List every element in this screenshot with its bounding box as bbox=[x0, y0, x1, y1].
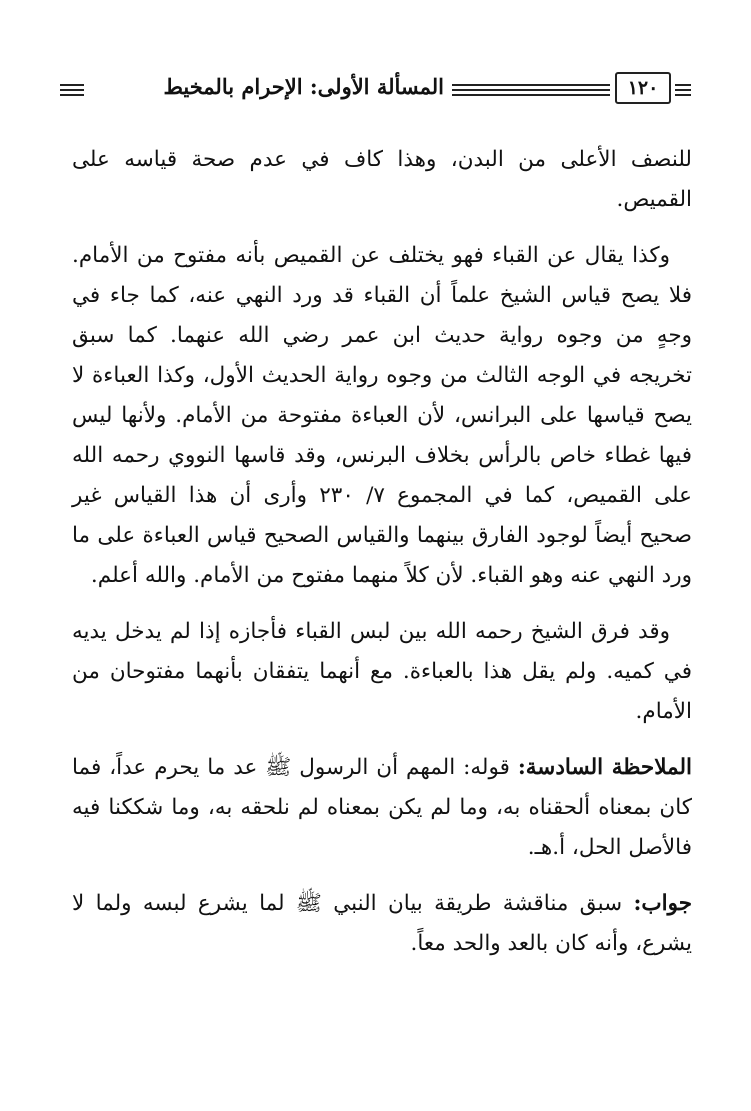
paragraph-5 bbox=[72, 884, 692, 964]
page-number: ١٢٠ bbox=[615, 72, 671, 104]
paragraph-text: للنصف الأعلى من البدن، وهذا كاف في عدم صحة قياسه على القميص. bbox=[72, 147, 692, 212]
answer-label: جواب: bbox=[633, 891, 692, 916]
header-mid-rule-2 bbox=[452, 89, 610, 91]
header-mid-rule-1 bbox=[452, 84, 610, 86]
chapter-title: المسألة الأولى: الإحرام بالمخيط bbox=[163, 74, 444, 99]
paragraph-2 bbox=[72, 236, 692, 596]
header-mid-rule-3 bbox=[452, 94, 610, 96]
page-body bbox=[72, 140, 692, 980]
paragraph-text: قوله: المهم أن الرسول ﷺ عد ما يحرم عداً، فما كان بمعناه ألحقناه به، وما لم يكن بمعناه لم نلحقه به، وما شككنا فيه فالأصل الحل، أ.هـ. bbox=[72, 755, 692, 860]
header-right-rule-1 bbox=[675, 84, 691, 86]
paragraph-3 bbox=[72, 612, 692, 732]
paragraph-text: وقد فرق الشيخ رحمه الله بين لبس القباء فأجازه إذا لم يدخل يديه في كميه. ولم يقل هذا بالعباءة. مع أنهما يتفقان بأنهما مفتوحان من الأمام. bbox=[72, 619, 692, 724]
paragraph-text: سبق مناقشة طريقة بيان النبي ﷺ لما يشرع لبسه ولما لا يشرع، وأنه كان بالعد والحد معاً. bbox=[72, 891, 692, 956]
paragraph-text: وكذا يقال عن القباء فهو يختلف عن القميص بأنه مفتوح من الأمام. فلا يصح قياس الشيخ علماً أن القباء قد ورد النهي عنه، كما جاء في وجهٍ من وجوه رواية حديث ابن عمر رضي الله عنهما. كما سبق تخريجه في الوجه الثالث من وجوه رواية الحديث الأول، وكذا العباءة لا يصح قياسها على البرانس، لأن العباءة مفتوحة من الأمام. ولأنها ليس فيها غطاء خاص بالرأس بخلاف البرنس، وقد قاسها النووي رحمه الله على القميص، كما في المجموع ٧/ ٢٣٠ وأرى أن هذا القياس غير صحيح أيضاً لوجود الفارق بينهما والقياس الصحيح قياس العباءة على ما ورد النهي عنه وهو القباء. لأن كلاً منهما مفتوح من الأمام. والله أعلم. bbox=[72, 243, 693, 588]
note-label: الملاحظة السادسة: bbox=[517, 755, 692, 780]
header-left-rule-2 bbox=[60, 89, 84, 91]
header-right-rule-2 bbox=[675, 89, 691, 91]
header-left-rule-3 bbox=[60, 94, 84, 96]
page-header bbox=[60, 70, 691, 110]
paragraph-1 bbox=[72, 140, 692, 220]
paragraph-4 bbox=[72, 748, 692, 868]
header-right-rule-3 bbox=[675, 94, 691, 96]
header-left-rule-1 bbox=[60, 84, 84, 86]
